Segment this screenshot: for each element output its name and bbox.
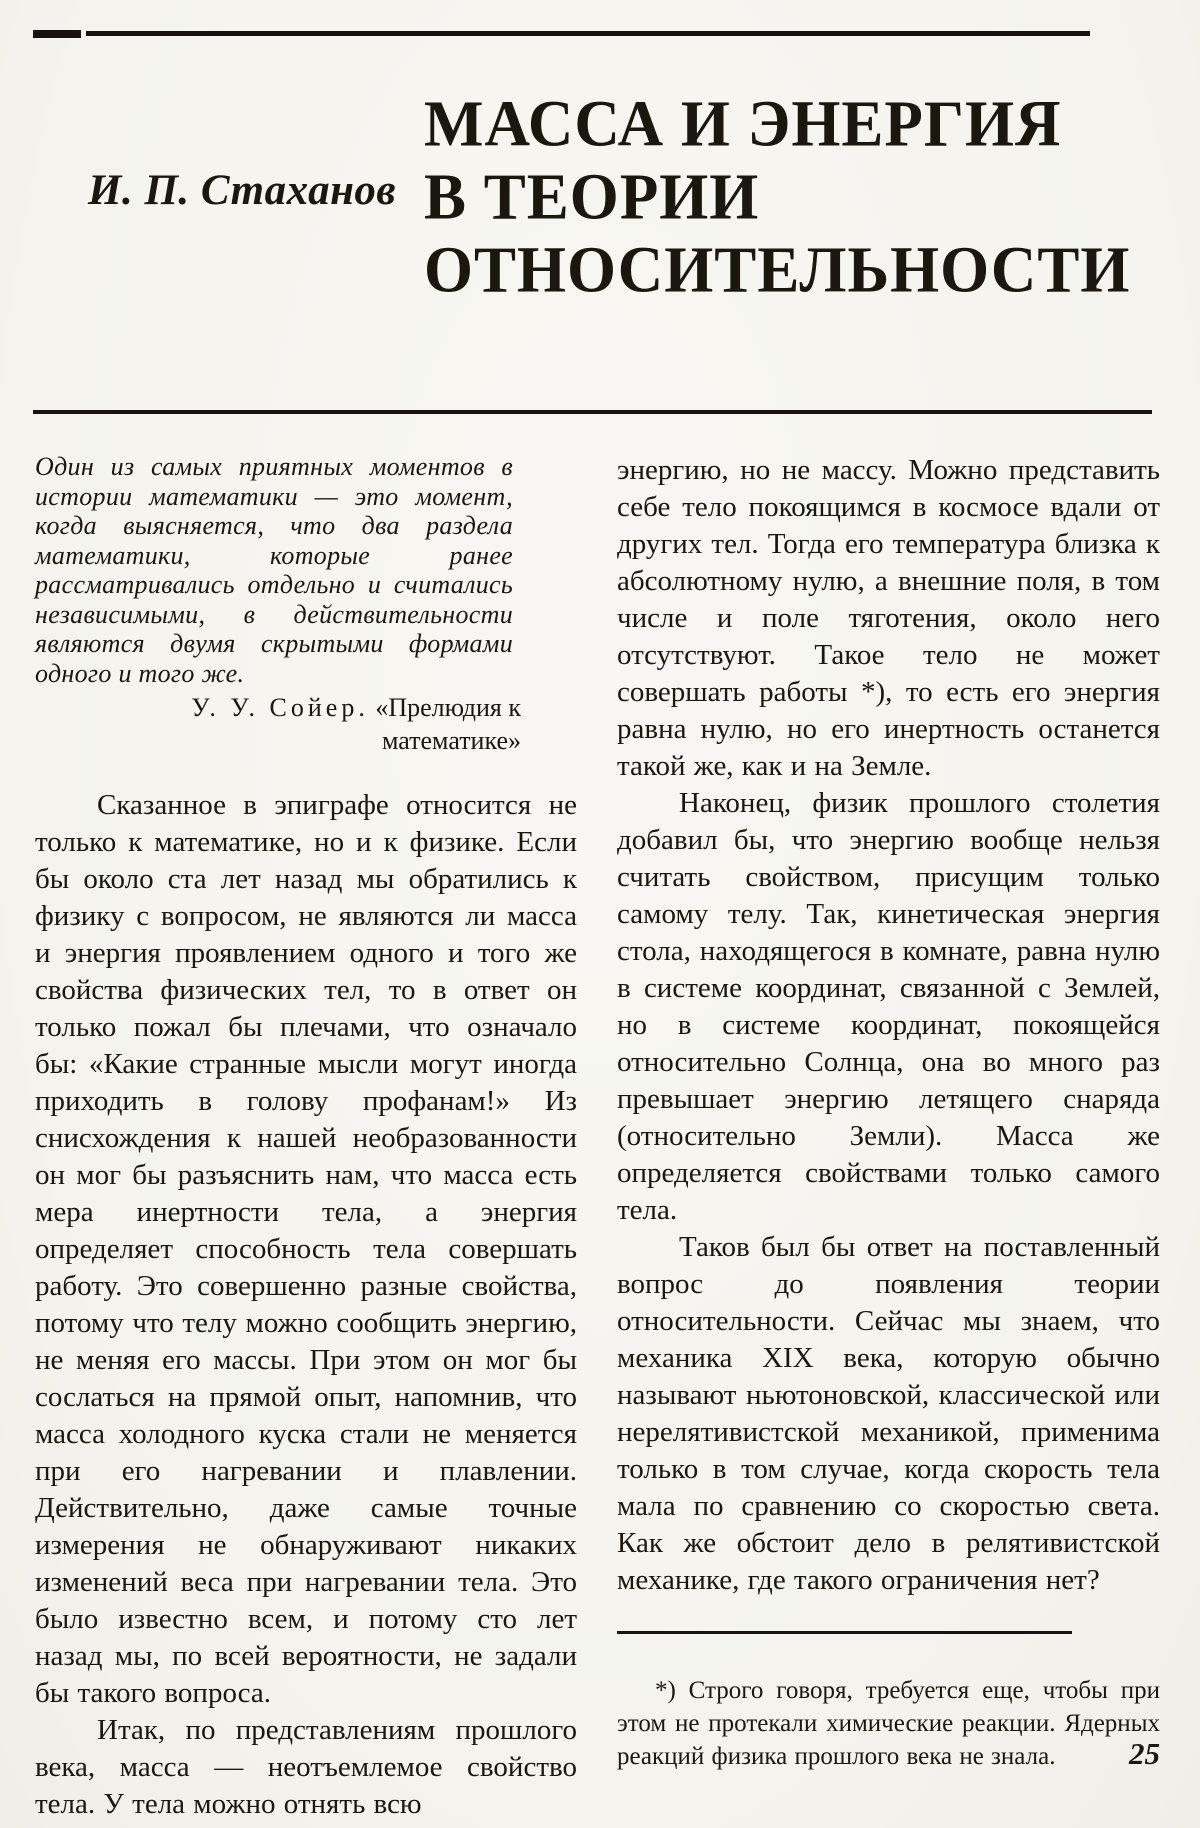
title-line-1: МАССА И ЭНЕРГИЯ xyxy=(424,87,1062,160)
body-paragraph: Сказанное в эпиграфе относится не только к математике, но и к физике. Если бы около ста лет назад мы обратились к физику с вопросом, не являются ли масса и энергия проявлением одного и того же свойства физических тел, то в ответ он только пожал бы плечами, что означало бы: «Какие странные мысли могут иногда приходить в голову профанам!» Из снисхождения к нашей необразованности он мог бы разъяснить нам, что масса есть мера инертности тела, а энергия определяет способность тела совершать работу. Это совершенно разные свойства, потому что телу можно сообщить энергию, не меняя его массы. При этом он мог бы сослаться на прямой опыт, напомнив, что масса холодного куска стали не меняется при его нагревании и плавлении. Действительно, даже самые точные измерения не обнаруживают никаких изменений веса при нагревании тела. Это было известно всем, и потому сто лет назад мы, по всей вероятности, не задали бы такого вопроса. xyxy=(35,789,577,1709)
epigraph-attribution-source-start: «Прелюдия к xyxy=(368,693,521,722)
top-rule-stub xyxy=(33,30,81,38)
author-name: И. П. Стаханов xyxy=(88,167,397,214)
left-column xyxy=(35,452,577,1823)
footnote-divider-rule xyxy=(617,1631,1072,1634)
page-number: 25 xyxy=(1129,1736,1160,1771)
body-paragraph: Итак, по представлениям прошлого века, масса — неотъемлемое свойство тела. У тела можно отнять всю xyxy=(35,1714,577,1820)
body-paragraph: Наконец, физик прошлого столетия добавил бы, что энергию вообще нельзя считать свойством, присущим только самому телу. Так, кинетическая энергия стола, находящегося в комнате, равна нулю в системе координат, связанной с Землей, но в системе координат, покоящейся относительно Солнца, она во много раз превышает энергию летящего снаряда (относительно Земли). Масса же определяется свойствами только самого тела. xyxy=(617,787,1160,1226)
epigraph-attribution xyxy=(35,691,521,757)
article-title xyxy=(424,86,1169,305)
epigraph-text: Один из самых приятных моментов в истории математики — это момент, когда выясняется, что два раздела математики, которые ранее рассматривались отдельно и считались независимыми, в действительности являются двумя скрытыми формами одного и того же. xyxy=(35,452,513,688)
epigraph-attribution-line-1 xyxy=(35,691,521,724)
right-column xyxy=(617,452,1160,1823)
epigraph-attribution-author: У. У. Сойер. xyxy=(191,693,369,722)
top-rule xyxy=(86,31,1090,36)
header-divider-rule xyxy=(33,410,1152,414)
epigraph-attribution-line-2: математике» xyxy=(382,726,521,755)
body-paragraph-continuation: энергию, но не массу. Можно представить себе тело покоящимся в космосе вдали от других тел. Тогда его температура близка к абсолютному нулю, а внешние поля, в том числе и поле тяготения, около него отсутствуют. Такое тело не может совершать работы *), то есть его энергия равна нулю, но его инертность останется такой же, как и на Земле. xyxy=(617,454,1160,782)
title-line-3: ОТНОСИТЕЛЬНОСТИ xyxy=(424,233,1131,306)
footnote-text: *) Строго говоря, требуется еще, чтобы при этом не протекали химические реакции. Ядерных реакций физика прошлого века не знала. xyxy=(617,1677,1160,1770)
title-line-2: В ТЕОРИИ xyxy=(424,160,760,233)
two-column-body xyxy=(35,452,1160,1823)
body-paragraph: Таков был бы ответ на поставленный вопрос до появления теории относительности. Сейчас мы знаем, что механика XIX века, которую обычно называют ньютоновской, классической или нерелятивистской механикой, применима только в том случае, когда скорость тела мала по сравнению со скоростью света. Как же обстоит дело в релятивистской механике, где такого ограничения нет? xyxy=(617,1231,1160,1596)
